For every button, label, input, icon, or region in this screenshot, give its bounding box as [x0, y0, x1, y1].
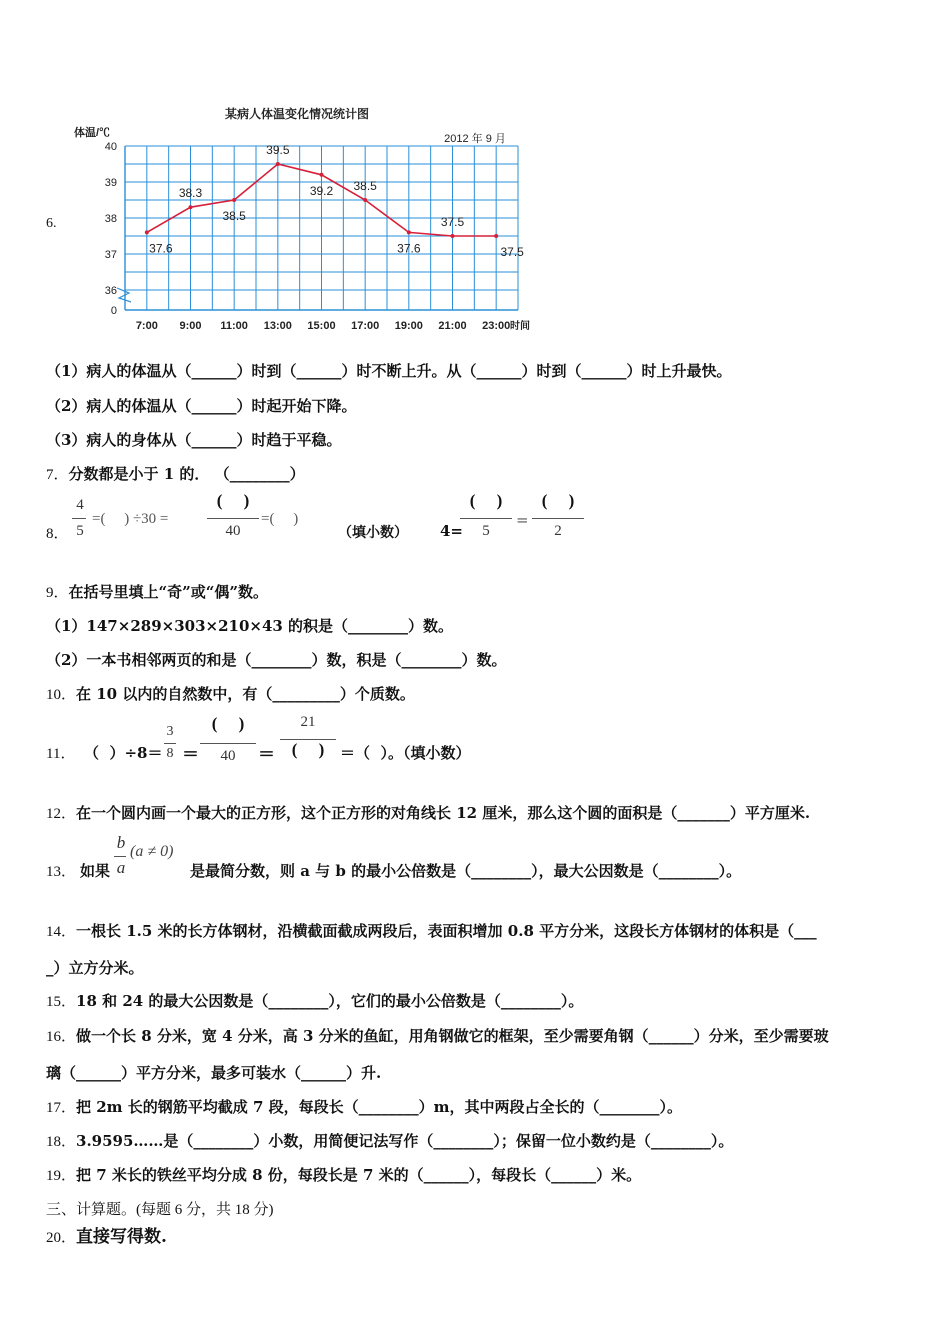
data-label: 38.5 — [222, 209, 246, 223]
y-tick-label: 0 — [110, 305, 117, 317]
data-label: 39.2 — [309, 183, 334, 198]
q19-number: 19． — [46, 1168, 77, 1184]
q9-title-line — [46, 581, 268, 602]
q11-f1-bot: 8 — [166, 746, 174, 761]
chart-date-label: 2012 年 9 月 — [444, 133, 506, 145]
q11-eq2: ＝ — [258, 745, 275, 765]
temperature-chart — [70, 100, 540, 335]
q6-sub2: （2）病人的体温从（______）时起开始下降。 — [46, 397, 357, 415]
q13-number: 13． — [46, 864, 77, 880]
x-tick-label: 15:00 — [307, 320, 336, 332]
q7-number: 7． — [46, 467, 69, 483]
x-tick-label: 13:00 — [263, 320, 292, 332]
q11-pre: （ ）÷8＝ — [84, 744, 163, 762]
x-tick-label: 11:00 — [220, 320, 248, 332]
q18-number: 18． — [46, 1134, 77, 1150]
data-point — [451, 234, 455, 238]
x-tick-label: 19:00 — [394, 320, 423, 332]
q11-number: 11． — [46, 746, 76, 762]
q8-eq3: = — [516, 511, 529, 529]
data-point — [363, 198, 367, 202]
q11-f3-bot: ( ) — [291, 740, 325, 759]
q8-f4-bot: 2 — [554, 523, 562, 539]
q12-number: 12． — [46, 806, 77, 822]
data-point — [232, 198, 236, 202]
q17 — [46, 1096, 682, 1117]
data-point — [189, 205, 193, 209]
q13-text: 是最简分数，则 a 与 b 的最小公倍数是（________），最大公因数是（________）。 — [190, 862, 742, 880]
chart-ylabel: 体温/℃ — [73, 127, 111, 139]
q11-post: ＝（ ）。（填小数） — [340, 744, 471, 762]
q8-eq1: =( ) ÷30 = — [92, 511, 169, 527]
q9-sub2: （2）一本书相邻两页的和是（________）数，积是（________）数。 — [46, 651, 507, 669]
q20 — [46, 1222, 167, 1247]
q8-lhs: 4= — [440, 522, 464, 540]
y-tick-label: 39 — [104, 177, 117, 189]
q8-number: 8． — [46, 526, 69, 542]
q6-sub3: （3）病人的身体从（______）时趋于平稳。 — [46, 431, 342, 449]
q8-f3-bot: 5 — [482, 523, 490, 539]
q11-f2-bot: 40 — [220, 748, 236, 764]
q9-title: 在括号里填上“奇”或“偶”数。 — [68, 583, 269, 601]
data-label: 38.5 — [353, 179, 377, 193]
data-label: 37.5 — [440, 215, 465, 229]
q11-f3-top: 21 — [300, 714, 316, 730]
q10-number: 10． — [46, 687, 77, 703]
q7-text: 分数都是小于 1 的． （________） — [68, 465, 305, 483]
data-point — [320, 173, 324, 177]
q14-line1 — [46, 920, 817, 941]
q15-number: 15． — [46, 994, 77, 1010]
data-point — [494, 234, 498, 238]
q13-f-top: b — [116, 833, 126, 852]
q8-f1-bot: 5 — [76, 523, 84, 539]
y-tick-label: 40 — [104, 141, 117, 153]
q8-f2-bot: 40 — [225, 523, 241, 539]
q19-text: 把 7 米长的铁丝平均分成 8 份，每段长是 7 米的（______），每段长（______）米。 — [76, 1166, 642, 1184]
data-point — [276, 162, 280, 166]
q13-pre: 如果 — [80, 862, 111, 880]
q10 — [46, 683, 415, 704]
section-three-heading: 三、计算题。(每题 6 分，共 18 分) — [46, 1202, 274, 1218]
q8-f4-top: ( ) — [541, 491, 575, 510]
q11-f1-top: 3 — [166, 724, 174, 739]
q18 — [46, 1130, 733, 1151]
x-tick-label: 23:00 — [482, 320, 511, 332]
q8-f3-top: ( ) — [469, 491, 503, 510]
q11-eq1: ＝ — [182, 745, 199, 765]
q13-f-bot: a — [116, 858, 126, 877]
x-tick-label: 21:00 — [438, 320, 467, 332]
data-label: 39.5 — [266, 143, 290, 157]
q17-text: 把 2m 长的钢筋平均截成 7 段，每段长（________）m，其中两段占全长的（________）。 — [76, 1098, 683, 1116]
q6-number: 6. — [46, 216, 57, 231]
q14-text2: _）立方分米。 — [46, 959, 144, 977]
q8-f2-top: ( ) — [216, 491, 250, 510]
data-point — [407, 230, 411, 234]
q7 — [46, 463, 305, 484]
x-tick-label: 7:00 — [135, 320, 158, 332]
chart-xlabel: 时间 — [510, 321, 530, 332]
q19 — [46, 1164, 641, 1185]
data-label: 37.5 — [500, 245, 524, 259]
x-tick-label: 17:00 — [351, 320, 380, 332]
q12-text: 在一个圆内画一个最大的正方形，这个正方形的对角线长 12 厘米，那么这个圆的面积是（_______）平方厘米. — [76, 804, 811, 822]
q9-sub1: （1）147×289×303×210×43 的积是（________）数。 — [46, 617, 454, 635]
q16-line1 — [46, 1025, 829, 1046]
q20-text: 直接写得数. — [76, 1227, 167, 1247]
q8-f1-top: 4 — [76, 497, 84, 513]
y-tick-label: 36 — [104, 285, 117, 297]
q16-number: 16． — [46, 1029, 77, 1045]
y-tick-label: 37 — [104, 249, 117, 261]
data-label: 37.6 — [397, 241, 421, 256]
q11-f2-top: ( ) — [211, 714, 245, 733]
q16-text2: 璃（______）平方分米，最多可装水（______）升. — [46, 1064, 382, 1082]
q14-number: 14． — [46, 924, 77, 940]
y-tick-label: 38 — [104, 213, 117, 225]
data-label: 37.6 — [149, 241, 173, 256]
q6-sub1: （1）病人的体温从（______）时到（______）时不断上升。从（______）时到（______）时上升最快。 — [46, 362, 732, 380]
data-label: 38.3 — [178, 186, 203, 201]
q16-text1: 做一个长 8 分米，宽 4 分米，高 3 分米的鱼缸，用角钢做它的框架，至少需要角钢（______）分米，至少需要玻 — [76, 1027, 829, 1045]
q10-text: 在 10 以内的自然数中，有（_________）个质数。 — [76, 685, 415, 703]
q13-cond: (a ≠ 0) — [130, 843, 174, 860]
q8-note: （填小数） — [338, 525, 408, 541]
chart-title: 某病人体温变化情况统计图 — [224, 107, 370, 121]
q17-number: 17． — [46, 1100, 77, 1116]
data-point — [145, 230, 149, 234]
q18-text: 3.9595……是（________）小数，用简便记法写作（________）；保留一位小数约是（________）。 — [76, 1132, 734, 1150]
q20-number: 20． — [46, 1230, 77, 1246]
q15-text: 18 和 24 的最大公因数是（________），它们的最小公倍数是（________）。 — [76, 992, 584, 1010]
q8-eq2: =( ) — [261, 511, 299, 527]
x-tick-label: 9:00 — [179, 320, 202, 332]
q9-number: 9． — [46, 585, 69, 601]
q15 — [46, 990, 583, 1011]
q14-text1: 一根长 1.5 米的长方体钢材，沿横截面截成两段后，表面积增加 0.8 平方分米，这段长方体钢材的体积是（___ — [76, 922, 817, 940]
q12 — [46, 802, 810, 823]
